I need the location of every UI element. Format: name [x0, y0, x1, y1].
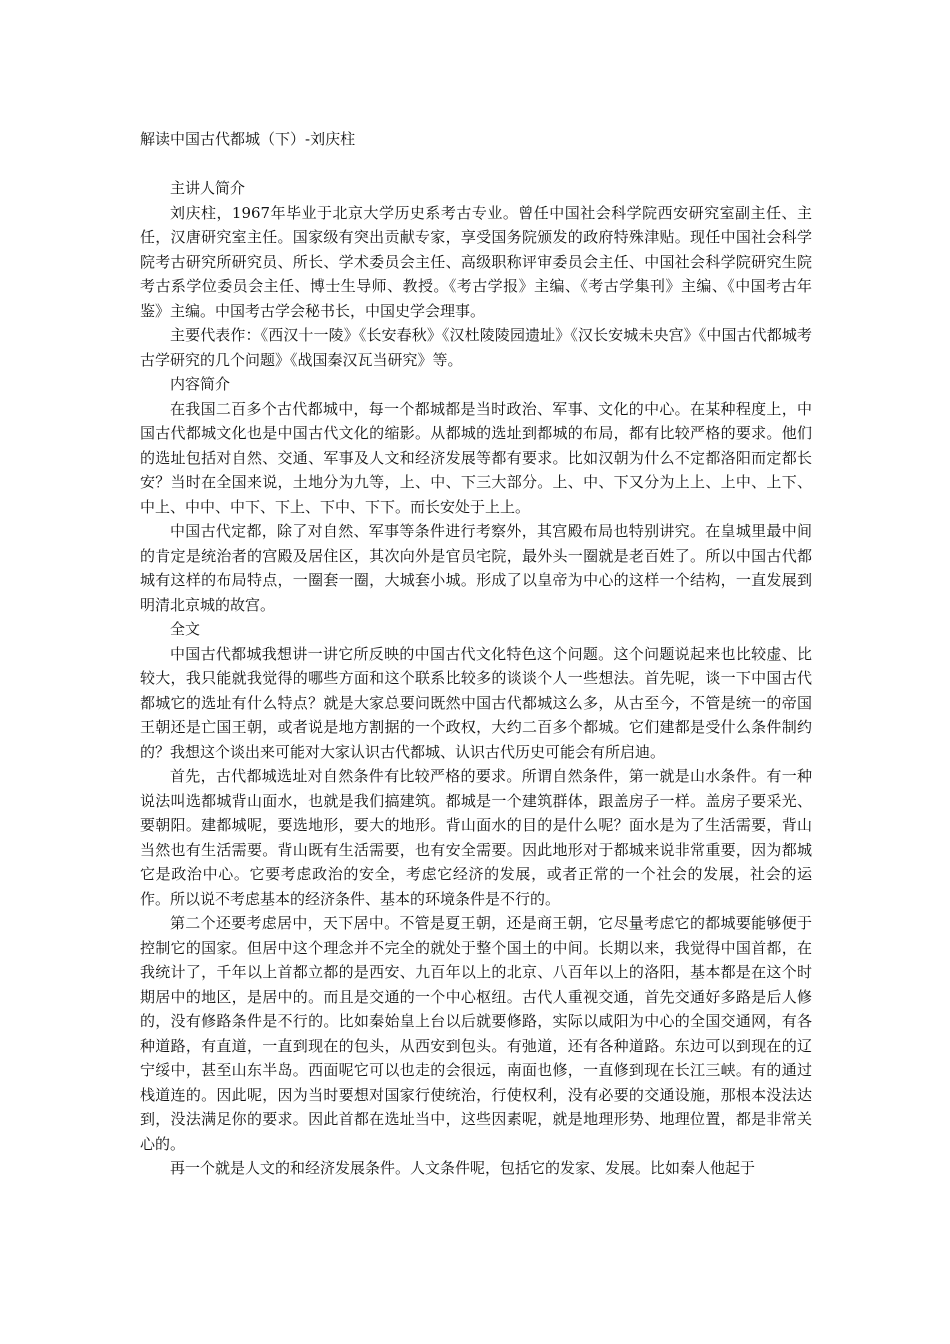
speaker-heading: 主讲人简介 — [170, 179, 246, 197]
fulltext-paragraph-3: 第二个还要考虑居中，天下居中。不管是夏王朝，还是商王朝，它尽量考虑它的都城要能够便于控制它的国家。但居中这个理念并不完全的就处于整个国土的中间。长期以来，我觉得中国首都，在我统计了，千年以上首都立都的是西安、九百年以上的北京、八百年以上的洛阳，基本都是在这个时期居中的地区，是居中的。而且是交通的一个中心枢纽。古代人重视交通，首先交通好多路是后人修的，没有修路条件是不行的。比如秦始皇上台以后就要修路，实际以咸阳为中心的全国交通网，有各种道路，有直道，一直到现在的包头，从西安到包头。有弛道，还有各种道路。东边可以到现在的辽宁绥中，甚至山东半岛。西面呢它可以也走的会很远，南面也修，一直修到现在长江三峡。有的通过栈道连的。因此呢，因为当时要想对国家行使统治，行使权利，没有必要的交通设施，那根本没法达到，没法满足你的要求。因此首都在选址当中，这些因素呢，就是地理形势、地理位置，都是非常关心的。 — [140, 914, 812, 1153]
summary-paragraph-1: 在我国二百多个古代都城中，每一个都城都是当时政治、军事、文化的中心。在某种程度上，中国古代都城文化也是中国古代文化的缩影。从都城的选址到都城的布局，都有比较严格的要求。他们的选址包括对自然、交通、军事及人文和经济发展等都有要求。比如汉朝为什么不定都洛阳而定都长安？当时在全国来说，土地分为九等，上、中、下三大部分。上、中、下又分为上上、上中、上下、中上、中中、中下、下上、下中、下下。而长安处于上上。 — [140, 399, 812, 516]
summary-paragraph-2: 中国古代定都，除了对自然、军事等条件进行考察外，其宫殿布局也特别讲究。在皇城里最中间的肯定是统治者的宫殿及居住区，其次向外是官员宅院，最外头一圈就是老百姓了。所以中国古代都城有这样的布局特点，一圈套一圈，大城套小城。形成了以皇帝为中心的这样一个结构，一直发展到明清北京城的故宫。 — [140, 522, 812, 614]
fulltext-paragraph-4: 再一个就是人文的和经济发展条件。人文条件呢，包括它的发家、发展。比如秦人他起于 — [170, 1159, 756, 1177]
fulltext-paragraph-2: 首先，古代都城选址对自然条件有比较严格的要求。所谓自然条件，第一就是山水条件。有一种说法叫选都城背山面水，也就是我们搞建筑。都城是一个建筑群体，跟盖房子一样。盖房子要采光、要朝阳。建都城呢，要选地形，要大的地形。背山面水的目的是什么呢？面水是为了生活需要，背山当然也有生活需要。背山既有生活需要，也有安全需要。因此地形对于都城来说非常重要，因为都城它是政治中心。它要考虑政治的安全，考虑它经济的发展，或者正常的一个社会的发展，社会的运作。所以说不考虑基本的经济条件、基本的环境条件是不行的。 — [140, 767, 812, 908]
document-title: 解读中国古代都城（下）-刘庆柱 — [140, 130, 356, 148]
document-body — [140, 176, 812, 1181]
speaker-works-paragraph: 主要代表作：《西汉十一陵》《长安春秋》《汉杜陵陵园遗址》《汉长安城未央宫》《中国古代都城考古学研究的几个问题》《战国秦汉瓦当研究》等。 — [140, 326, 812, 369]
fulltext-paragraph-1: 中国古代都城我想讲一讲它所反映的中国古代文化特色这个问题。这个问题说起来也比较虚、比较大，我只能就我觉得的哪些方面和这个联系比较多的谈谈个人一些想法。首先呢，谈一下中国古代都城它的选址有什么特点？就是大家总要问既然中国古代都城这么多，从古至今，不管是统一的帝国王朝还是亡国王朝，或者说是地方割据的一个政权，大约二百多个都城。它们建都是受什么条件制约的？我想这个谈出来可能对大家认识古代都城、认识古代历史可能会有所启迪。 — [140, 644, 812, 761]
summary-heading: 内容简介 — [170, 375, 231, 393]
fulltext-heading: 全文 — [170, 620, 201, 638]
speaker-bio-paragraph: 刘庆柱，1967年毕业于北京大学历史系考古专业。曾任中国社会科学院西安研究室副主任、主任，汉唐研究室主任。国家级有突出贡献专家，享受国务院颁发的政府特殊津贴。现任中国社会科学院考古研究所研究员、所长、学术委员会主任、高级职称评审委员会主任、中国社会科学院研究生院考古系学位委员会主任、博士生导师、教授。《考古学报》主编、《考古学集刊》主编、《中国考古年鉴》主编。中国考古学会秘书长，中国史学会理事。 — [140, 203, 812, 320]
